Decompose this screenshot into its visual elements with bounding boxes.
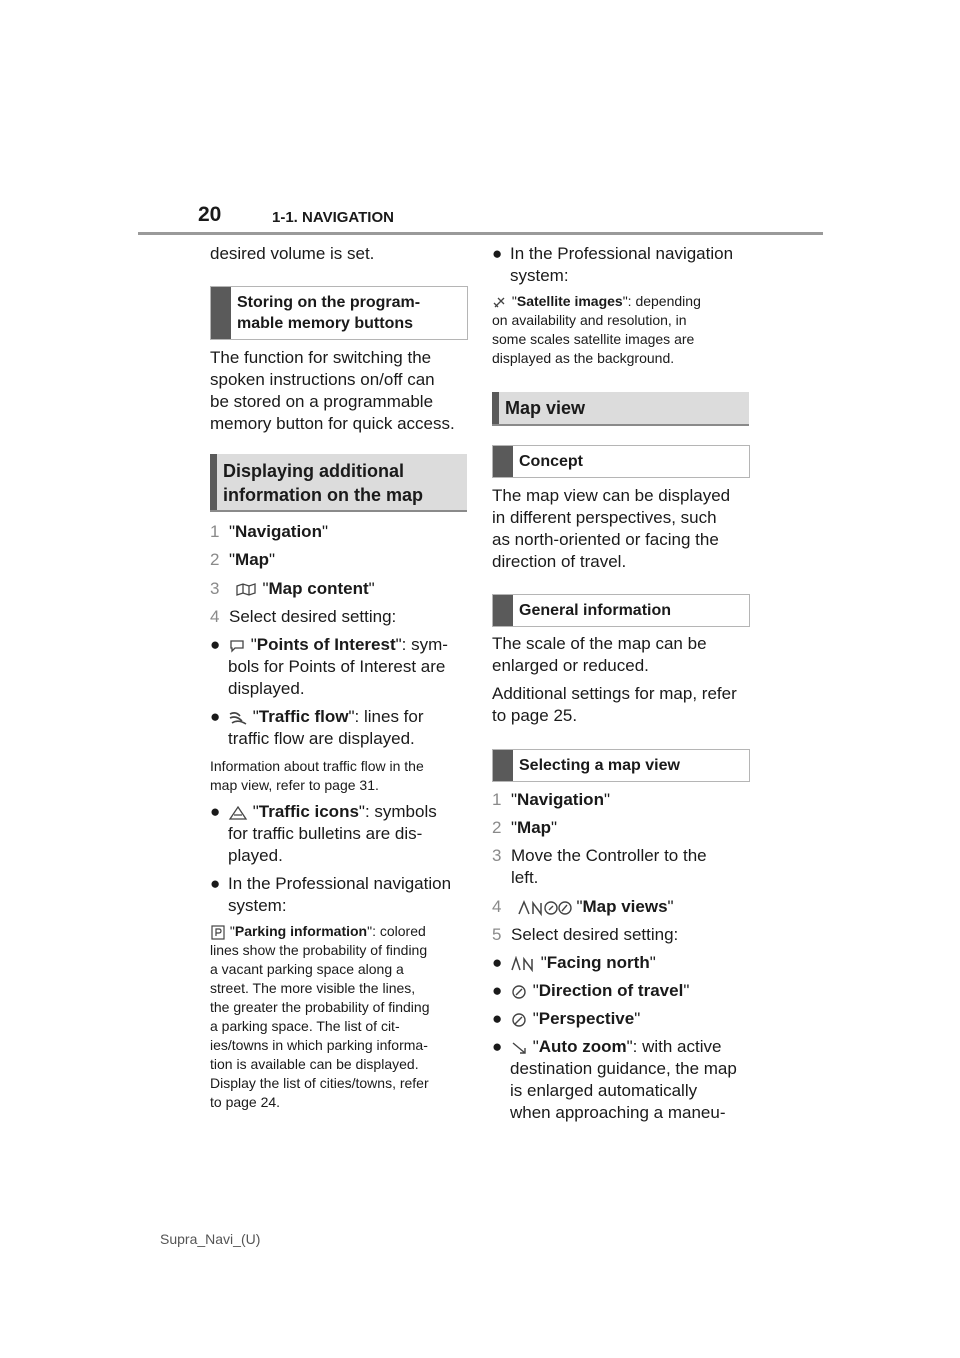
storing-heading-box <box>210 286 468 340</box>
section-title: 1-1. NAVIGATION <box>272 209 394 226</box>
sel-step-5: 5 Select desired setting: <box>492 925 679 944</box>
step-2: 2 "Map" <box>210 550 276 569</box>
step-4: 4 Select desired setting: <box>210 607 397 626</box>
facing-north-icon <box>510 956 536 972</box>
bullet-icon: ● <box>492 1009 503 1028</box>
bullet-icon: ● <box>210 802 221 821</box>
sel-step-3: 3 Move the Controller to the left. <box>492 846 707 887</box>
map-content-icon <box>234 582 258 598</box>
traffic-flow-note: Information about traffic flow in the map view, refer to page 31. <box>210 758 424 793</box>
parking-icon <box>210 925 226 940</box>
heading-bar <box>492 392 499 424</box>
bullet-icon: ● <box>492 981 503 1000</box>
general-heading: General information <box>519 602 672 619</box>
parking-paragraph: "Parking information": colored lines show the probability of finding a vacant parking space along a street. The more visible the lines, the greater the probability of finding a parking space. The list of cit- ies/towns in which parking informa- tion is available can be displayed. Display the list of cities/towns, refer to page 24. <box>210 923 430 1110</box>
concept-heading-box <box>492 445 750 478</box>
bullet-icon: ● <box>210 707 221 726</box>
heading-bar <box>493 446 513 477</box>
selecting-heading: Selecting a map view <box>519 757 680 774</box>
poi-icon <box>228 639 246 653</box>
heading-bar <box>493 750 513 781</box>
sel-step-2: 2 "Map" <box>492 818 558 837</box>
map-view-heading-box <box>492 392 749 426</box>
page-number: 20 <box>198 203 222 226</box>
map-views-icon <box>516 899 572 917</box>
sel-step-4: 4 "Map views" <box>492 897 674 916</box>
additional-heading: Displaying additional information on the map <box>223 461 423 505</box>
step-3: 3 "Map content" <box>210 579 375 598</box>
sel-step-1: 1 "Navigation" <box>492 790 610 809</box>
general-paragraph-1: The scale of the map can be enlarged or reduced. <box>492 634 707 675</box>
heading-bar <box>210 454 217 510</box>
heading-bar <box>493 595 513 626</box>
satellite-icon <box>492 295 508 310</box>
bullet-icon: ● <box>492 953 503 972</box>
perspective-icon <box>510 1012 528 1028</box>
bullet-icon: ● <box>492 244 503 263</box>
concept-heading: Concept <box>519 453 583 470</box>
general-paragraph-2: Additional settings for map, refer to page 25. <box>492 684 737 725</box>
step-1: 1 "Navigation" <box>210 522 328 541</box>
footer-doc-id: Supra_Navi_(U) <box>160 1231 261 1247</box>
selecting-heading-box <box>492 749 750 782</box>
traffic-flow-icon <box>228 710 248 726</box>
storing-paragraph: The function for switching the spoken instructions on/off can be stored on a programmable memory button for quick access. <box>210 348 455 433</box>
bullet-icon: ● <box>210 874 221 893</box>
direction-of-travel-icon <box>510 984 528 1000</box>
heading-bar <box>211 287 231 339</box>
bullet-icon: ● <box>210 635 221 654</box>
storing-heading: Storing on the program- mable memory buttons <box>237 294 421 332</box>
map-view-heading: Map view <box>505 398 586 418</box>
additional-heading-box <box>210 454 467 512</box>
header-rule <box>138 232 823 235</box>
concept-paragraph: The map view can be displayed in different perspectives, such as north-oriented or facing the direction of travel. <box>492 486 731 571</box>
satellite-paragraph: "Satellite images": depending on availability and resolution, in some scales satellite images are displayed as the background. <box>492 293 701 366</box>
bullet-icon: ● <box>492 1037 503 1056</box>
intro-text: desired volume is set. <box>210 244 375 263</box>
general-heading-box <box>492 594 750 627</box>
auto-zoom-icon <box>510 1040 528 1056</box>
traffic-icons-icon <box>228 805 248 821</box>
